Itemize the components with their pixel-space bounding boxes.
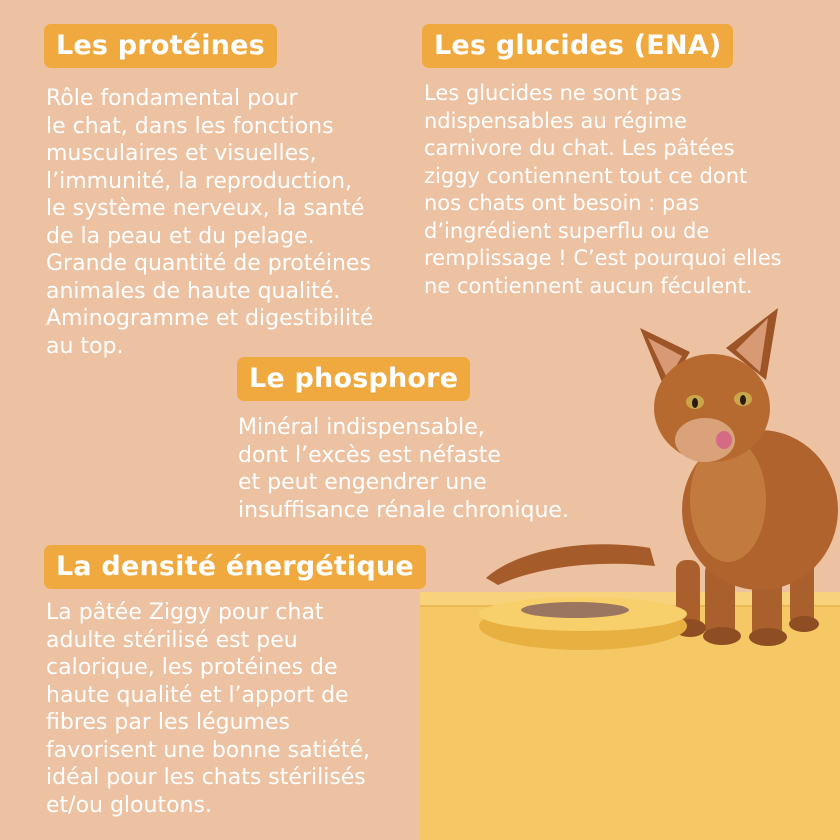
text-line: au top. xyxy=(46,333,124,359)
section-title-proteines: Les protéines xyxy=(44,24,277,68)
text-line: fibres par les légumes xyxy=(46,710,290,735)
text-line: Grande quantité de protéines xyxy=(46,251,371,276)
cat-tail xyxy=(486,544,655,585)
text-line: et/ou gloutons. xyxy=(46,792,212,818)
text-line: Rôle fondamental pour xyxy=(46,86,298,111)
text-line: Minéral indispensable, xyxy=(238,415,485,440)
text-line: musculaires et visuelles, xyxy=(46,141,317,166)
text-line: insuffisance rénale chronique. xyxy=(238,497,569,523)
text-line: Aminogramme et digestibilité xyxy=(46,306,374,331)
text-line: animales de haute qualité. xyxy=(46,278,341,304)
text-line: Les glucides ne sont pas xyxy=(424,81,682,105)
text-line: remplissage ! C’est pourquoi elles xyxy=(424,246,782,270)
section-title-densite: La densité énergétique xyxy=(44,545,426,589)
text-line: adulte stérilisé est peu xyxy=(46,627,298,653)
cat-head xyxy=(640,308,778,462)
section-text-glucides xyxy=(424,80,782,300)
text-line: idéal pour les chats stérilisés xyxy=(46,765,366,790)
text-line: dont l’excès est néfaste xyxy=(238,442,501,468)
text-line: nos chats ont besoin : pas xyxy=(424,191,700,215)
text-line: ne contiennent aucun féculent. xyxy=(424,273,753,298)
text-line: ziggy contiennent tout ce dont xyxy=(424,163,748,188)
text-line: ndispensables au régime xyxy=(424,108,687,133)
text-line: le chat, dans les fonctions xyxy=(46,113,334,139)
section-title-phosphore: Le phosphore xyxy=(237,357,470,401)
text-line: le système nerveux, la santé xyxy=(46,196,365,221)
section-text-densite xyxy=(46,599,370,819)
section-text-phosphore xyxy=(238,414,569,524)
section-text-proteines xyxy=(46,85,373,360)
text-line: calorique, les protéines de xyxy=(46,655,338,680)
text-line: La pâtée Ziggy pour chat xyxy=(46,600,324,625)
text-line: haute qualité et l’apport de xyxy=(46,682,349,708)
food-bowl xyxy=(479,597,687,650)
text-line: de la peau et du pelage. xyxy=(46,223,315,249)
text-line: et peut engendrer une xyxy=(238,470,487,495)
text-line: favorisent une bonne satiété, xyxy=(46,737,371,763)
text-line: carnivore du chat. Les pâtées xyxy=(424,136,735,160)
text-line: d’ingrédient superflu ou de xyxy=(424,218,710,243)
text-line: l’immunité, la reproduction, xyxy=(46,168,353,194)
section-title-glucides: Les glucides (ENA) xyxy=(422,24,733,68)
